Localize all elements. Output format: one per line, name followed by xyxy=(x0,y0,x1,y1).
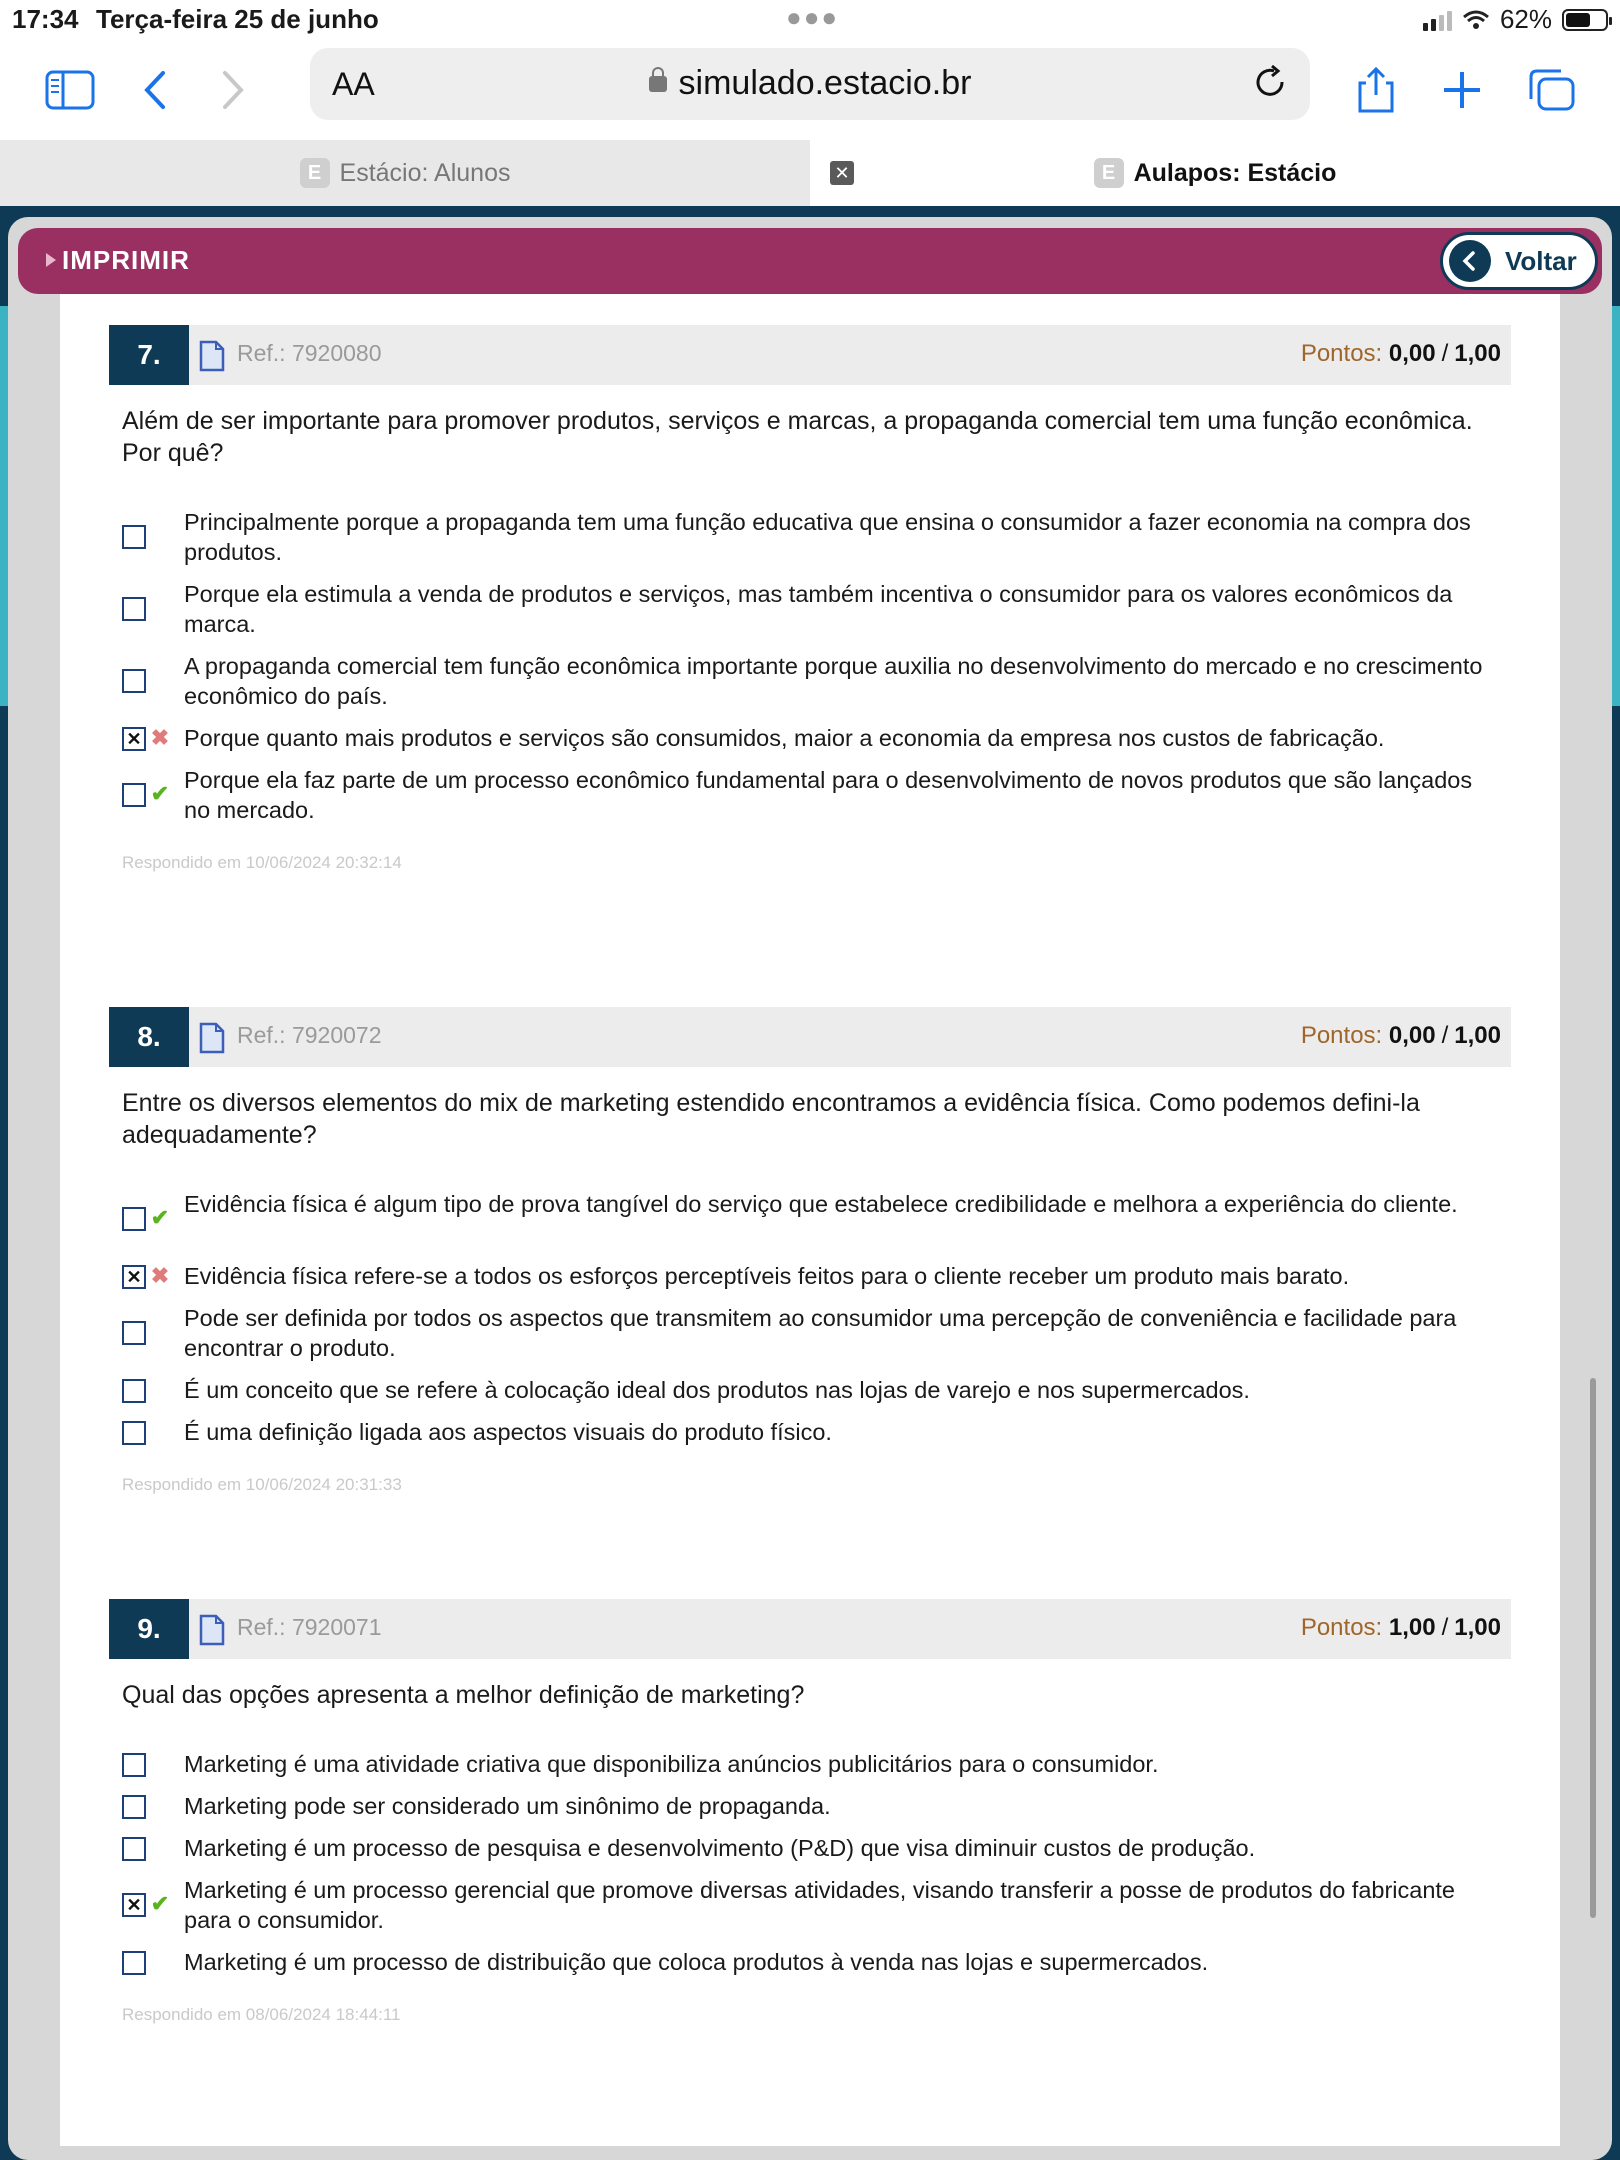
points-max: 1,00 xyxy=(1454,1614,1501,1641)
question-text: Qual das opções apresenta a melhor definição de marketing? xyxy=(122,1681,805,1709)
tab-estacio-alunos[interactable] xyxy=(0,140,810,206)
answer-option[interactable] xyxy=(109,1303,1511,1363)
print-button[interactable] xyxy=(46,245,190,276)
question-header xyxy=(109,1599,1511,1659)
option-text: Marketing é um processo de pesquisa e desenvolvimento (P&D) que visa diminuir custos de produção. xyxy=(184,1835,1256,1861)
checkbox[interactable] xyxy=(122,783,146,807)
document-icon[interactable] xyxy=(199,1022,225,1059)
question-ref: Ref.: 7920080 xyxy=(237,340,382,366)
points-value: 1,00 xyxy=(1388,1614,1436,1641)
question-header xyxy=(109,325,1511,385)
question-text: Além de ser importante para promover produtos, serviços e marcas, a propaganda comercial tem uma função econômica. Por quê? xyxy=(122,407,1473,467)
answer-option[interactable] xyxy=(109,1417,1511,1447)
options-list xyxy=(109,507,1511,825)
question-points: Pontos: 0,00 / 1,00 xyxy=(1300,340,1501,367)
document-icon[interactable] xyxy=(199,1614,225,1651)
answer-option[interactable] xyxy=(109,1375,1511,1405)
print-bar xyxy=(18,228,1602,294)
answer-option[interactable] xyxy=(109,579,1511,639)
chevron-left-icon xyxy=(1449,240,1491,282)
address-bar[interactable] xyxy=(310,48,1310,120)
battery-icon xyxy=(1562,9,1608,31)
option-text: É um conceito que se refere à colocação ideal dos produtos nas lojas de varejo e nos supermercados. xyxy=(184,1377,1250,1403)
status-date: Terça-feira 25 de junho xyxy=(96,4,379,34)
option-text: Porque ela estimula a venda de produtos e serviços, mas também incentiva o consumidor para os valores econômicos da marca. xyxy=(184,581,1453,637)
points-label: Pontos: xyxy=(1300,1614,1383,1641)
question-points: Pontos: 0,00 / 1,00 xyxy=(1300,1022,1501,1049)
print-label: IMPRIMIR xyxy=(62,245,190,275)
sidebar-icon[interactable] xyxy=(42,62,98,118)
x-mark-icon: ✖ xyxy=(150,725,170,750)
forward-arrow-icon[interactable] xyxy=(204,62,260,118)
lock-icon xyxy=(649,76,667,92)
question-number: 9. xyxy=(109,1599,189,1659)
option-text: Principalmente porque a propaganda tem uma função educativa que ensina o consumidor a fazer economia na compra dos produtos. xyxy=(184,509,1471,565)
option-text: A propaganda comercial tem função econômica importante porque auxilia no desenvolvimento do mercado e no crescimento econômico do país. xyxy=(184,653,1483,709)
answer-option[interactable] xyxy=(109,1261,1511,1291)
checkbox[interactable] xyxy=(122,1421,146,1445)
status-time: 17:34 xyxy=(12,4,79,34)
tab-aulapos-estacio[interactable] xyxy=(810,140,1620,206)
options-list xyxy=(109,1189,1511,1447)
points-max: 1,00 xyxy=(1454,340,1501,367)
checkbox[interactable] xyxy=(122,1379,146,1403)
option-text: Porque quanto mais produtos e serviços são consumidos, maior a economia da empresa nos custos de fabricação. xyxy=(184,725,1385,751)
option-text: Evidência física é algum tipo de prova tangível do serviço que estabelece credibilidade e melhora a experiência do cliente. xyxy=(184,1191,1458,1217)
checkbox[interactable] xyxy=(122,1795,146,1819)
checkmark-icon: ✔ xyxy=(150,781,170,806)
checkbox[interactable] xyxy=(122,1951,146,1975)
option-text: Pode ser definida por todos os aspectos que transmitem ao consumidor uma percepção de conveniência e facilidade para encontrar o produto. xyxy=(184,1305,1457,1361)
browser-tabs xyxy=(0,140,1620,206)
multitasking-dots-icon[interactable]: ●●● xyxy=(786,2,840,32)
checkmark-icon: ✔ xyxy=(150,1205,170,1230)
share-icon[interactable] xyxy=(1348,62,1404,118)
question-number: 7. xyxy=(109,325,189,385)
tab-title: Aulapos: Estácio xyxy=(1133,158,1337,187)
options-list xyxy=(109,1749,1511,1977)
option-text: Porque ela faz parte de um processo econômico fundamental para o desenvolvimento de novos produtos que são lançados no mercado. xyxy=(184,767,1473,823)
favicon: E xyxy=(1094,158,1124,188)
question-number: 8. xyxy=(109,1007,189,1067)
option-text: Marketing é um processo de distribuição que coloca produtos à venda nas lojas e supermercados. xyxy=(184,1949,1209,1975)
question-header xyxy=(109,1007,1511,1067)
question-points: Pontos: 1,00 / 1,00 xyxy=(1300,1614,1501,1641)
checkbox[interactable] xyxy=(122,1837,146,1861)
question-card xyxy=(109,1599,1511,2025)
question-text: Entre os diversos elementos do mix de marketing estendido encontramos a evidência física. Como podemos defini-la adequadamente? xyxy=(122,1089,1420,1149)
tab-title: Estácio: Alunos xyxy=(339,158,511,187)
question-ref: Ref.: 7920071 xyxy=(237,1614,382,1640)
browser-toolbar xyxy=(0,40,1620,140)
points-value: 0,00 xyxy=(1388,340,1436,367)
new-tab-plus-icon[interactable] xyxy=(1434,62,1490,118)
question-card xyxy=(109,1007,1511,1495)
checkbox[interactable] xyxy=(122,597,146,621)
answer-option[interactable] xyxy=(109,651,1511,711)
points-max: 1,00 xyxy=(1454,1022,1501,1049)
wifi-icon xyxy=(1462,9,1490,31)
answered-timestamp: Respondido em 10/06/2024 20:32:14 xyxy=(122,853,402,872)
answer-option[interactable] xyxy=(109,765,1511,825)
triangle-icon xyxy=(46,253,56,267)
checked-checkbox[interactable]: ✕ xyxy=(122,1893,146,1917)
favicon: E xyxy=(300,158,330,188)
answer-option[interactable] xyxy=(109,1875,1511,1935)
checked-checkbox[interactable]: ✕ xyxy=(122,1265,146,1289)
option-text: É uma definição ligada aos aspectos visuais do produto físico. xyxy=(184,1419,832,1445)
points-label: Pontos: xyxy=(1300,340,1383,367)
answered-timestamp: Respondido em 10/06/2024 20:31:33 xyxy=(122,1475,402,1494)
document-icon[interactable] xyxy=(199,340,225,377)
points-label: Pontos: xyxy=(1300,1022,1383,1049)
back-arrow-icon[interactable] xyxy=(128,62,184,118)
checked-checkbox[interactable]: ✕ xyxy=(122,727,146,751)
checkbox[interactable] xyxy=(122,1321,146,1345)
option-text: Evidência física refere-se a todos os esforços perceptíveis feitos para o cliente receber um produto mais barato. xyxy=(184,1263,1350,1289)
option-text: Marketing é um processo gerencial que promove diversas atividades, visando transferir a posse de produtos do fabricante para o consumidor. xyxy=(184,1877,1455,1933)
answer-option[interactable] xyxy=(109,1947,1511,1977)
x-mark-icon: ✖ xyxy=(150,1263,170,1288)
points-value: 0,00 xyxy=(1388,1022,1436,1049)
checkbox[interactable] xyxy=(122,1753,146,1777)
answer-option[interactable] xyxy=(109,1791,1511,1821)
option-text: Marketing é uma atividade criativa que disponibiliza anúncios publicitários para o consumidor. xyxy=(184,1751,1159,1777)
cellular-signal-icon xyxy=(1423,9,1452,31)
checkmark-icon: ✔ xyxy=(150,1891,170,1916)
checkbox[interactable] xyxy=(122,1207,146,1231)
answer-option[interactable] xyxy=(109,1189,1511,1249)
reader-options-button[interactable]: AA xyxy=(332,66,375,102)
status-bar xyxy=(0,0,1620,40)
checkbox[interactable] xyxy=(122,525,146,549)
tabs-overview-icon[interactable] xyxy=(1524,62,1580,118)
answer-option[interactable] xyxy=(109,1749,1511,1779)
answer-option[interactable] xyxy=(109,1833,1511,1863)
option-text: Marketing pode ser considerado um sinônimo de propaganda. xyxy=(184,1793,831,1819)
answer-option[interactable] xyxy=(109,723,1511,753)
back-label: Voltar xyxy=(1505,245,1577,276)
question-card xyxy=(109,325,1511,873)
answered-timestamp: Respondido em 08/06/2024 18:44:11 xyxy=(122,2005,401,2024)
answer-option[interactable] xyxy=(109,507,1511,567)
battery-percentage: 62% xyxy=(1499,4,1552,34)
checkbox[interactable] xyxy=(122,669,146,693)
scrollbar[interactable] xyxy=(1590,1378,1596,1918)
url-text[interactable]: simulado.estacio.br xyxy=(678,64,972,102)
reload-icon[interactable] xyxy=(1250,62,1290,107)
back-button[interactable] xyxy=(1440,232,1598,290)
question-ref: Ref.: 7920072 xyxy=(237,1022,382,1048)
close-tab-icon[interactable]: ✕ xyxy=(830,161,854,185)
